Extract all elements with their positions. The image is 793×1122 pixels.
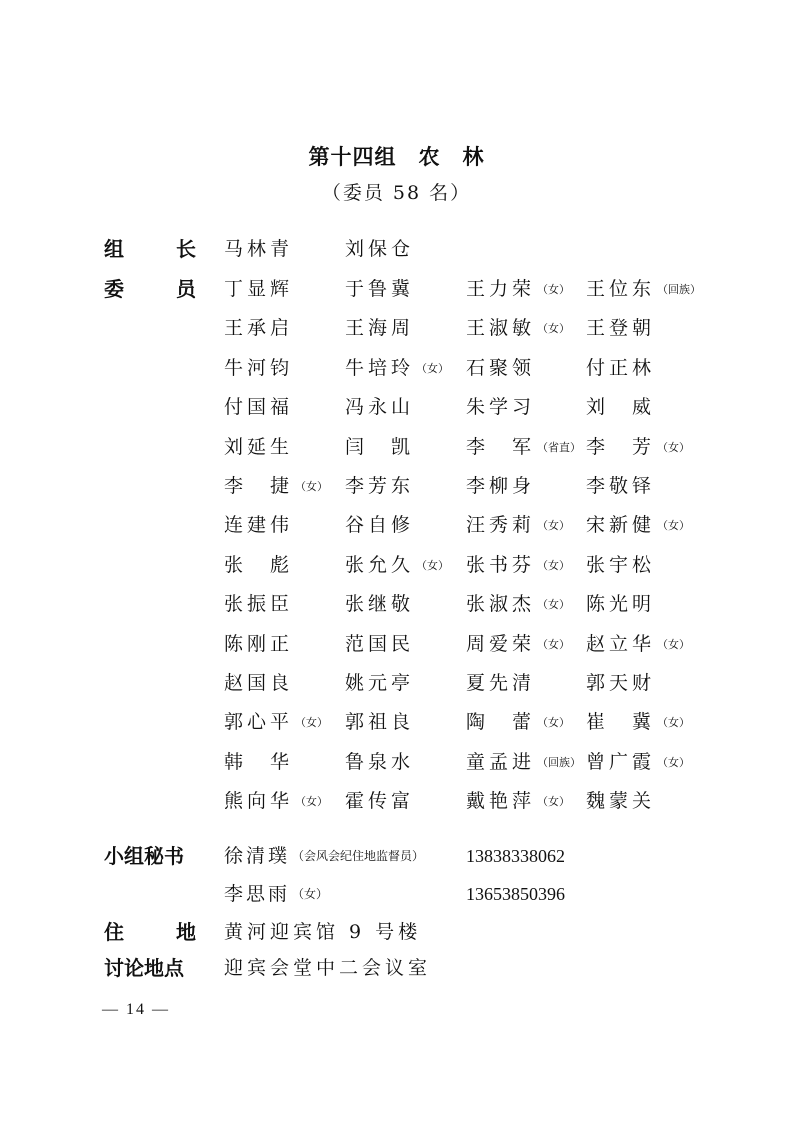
member-name — [586, 709, 690, 736]
member-name-text: 王力荣 — [466, 278, 536, 300]
member-name — [345, 631, 414, 657]
member-name — [345, 355, 449, 382]
member-name — [345, 394, 414, 420]
members-label — [104, 276, 196, 302]
member-name-text: 张宇松 — [586, 554, 656, 576]
member-name-text: 熊向华 — [224, 790, 294, 812]
member-name — [224, 749, 293, 775]
member-name — [466, 394, 535, 420]
member-name — [466, 434, 581, 461]
member-name-text: 张允久 — [345, 554, 415, 576]
member-name-text: 石聚领 — [466, 357, 536, 379]
member-name — [466, 552, 570, 579]
members-label-char: 员 — [176, 277, 196, 301]
member-name — [224, 276, 293, 302]
member-name — [586, 355, 655, 381]
secretary-phone: 13838338062 — [466, 846, 565, 866]
member-name-text: 于鲁冀 — [345, 278, 415, 300]
member-name — [586, 749, 690, 776]
member-name — [224, 552, 293, 578]
section-title-sector: 农 林 — [418, 145, 485, 169]
member-name — [345, 276, 414, 302]
member-name — [466, 315, 570, 342]
member-name-text: 鲁泉水 — [345, 751, 415, 773]
member-note: （ 女 ） — [657, 519, 690, 532]
member-name-text: 李 芳 — [586, 436, 656, 458]
member-note: （ 女 ） — [537, 638, 570, 651]
member-name — [586, 591, 655, 617]
member-name — [586, 315, 655, 341]
member-note: （ 女 ） — [537, 519, 570, 532]
member-name-text: 宋新健 — [586, 514, 656, 536]
member-name-text: 赵国良 — [224, 672, 294, 694]
member-name — [224, 355, 293, 381]
secretary-note: （ 会风会纪住地监督员 ） — [292, 849, 424, 863]
member-name — [224, 394, 293, 420]
venue-label: 讨论地点 — [104, 956, 184, 980]
member-name — [224, 315, 293, 341]
member-name — [224, 631, 293, 657]
member-note: （ 女 ） — [537, 795, 570, 808]
secretary-name — [224, 881, 328, 907]
member-name — [345, 473, 414, 499]
member-name — [345, 512, 414, 538]
residence-label-char: 地 — [176, 920, 196, 944]
member-note: （ 女 ） — [537, 559, 570, 572]
member-name-text: 范国民 — [345, 633, 415, 655]
member-name-text: 张书芬 — [466, 554, 536, 576]
member-name-text: 戴艳萍 — [466, 790, 536, 812]
member-name — [586, 788, 655, 814]
member-name — [224, 788, 328, 815]
member-name-text: 张淑杰 — [466, 593, 536, 615]
member-name-text: 连建伟 — [224, 514, 294, 536]
member-name — [466, 788, 570, 815]
member-name-text: 周爱荣 — [466, 633, 536, 655]
member-name-text: 郭心平 — [224, 711, 294, 733]
leader-name: 刘保仓 — [345, 238, 415, 260]
member-note: （ 女 ） — [537, 598, 570, 611]
member-name — [224, 591, 293, 617]
member-name-text: 崔 冀 — [586, 711, 656, 733]
secretary-note: （ 女 ） — [292, 887, 328, 901]
venue-value: 迎宾会堂中二会议室 — [224, 957, 432, 979]
member-name-text: 张 彪 — [224, 554, 294, 576]
member-name-text: 王登朝 — [586, 317, 656, 339]
member-name-text: 谷自修 — [345, 514, 415, 536]
member-note: （ 女 ） — [657, 756, 690, 769]
page-number: — 14 — — [102, 1001, 170, 1018]
leaders-label — [104, 236, 196, 262]
member-name — [586, 631, 690, 658]
member-name — [224, 670, 293, 696]
member-name-text: 王淑敏 — [466, 317, 536, 339]
member-name — [466, 749, 581, 776]
member-name-text: 丁显辉 — [224, 278, 294, 300]
member-name-text: 郭天财 — [586, 672, 656, 694]
section-title-group: 第十四组 — [308, 145, 397, 169]
leaders-label-char: 组 — [104, 237, 124, 261]
member-name-text: 赵立华 — [586, 633, 656, 655]
member-name — [345, 670, 414, 696]
member-name-text: 王承启 — [224, 317, 294, 339]
member-note: （ 女 ） — [295, 480, 328, 493]
member-note: （ 女 ） — [537, 283, 570, 296]
member-name-text: 郭祖良 — [345, 711, 415, 733]
residence-label — [104, 919, 196, 945]
member-name-text: 王位东 — [586, 278, 656, 300]
member-name — [224, 512, 293, 538]
member-name-text: 陈刚正 — [224, 633, 294, 655]
member-name — [345, 315, 414, 341]
member-name-text: 陶 蕾 — [466, 711, 536, 733]
member-name-text: 曾广霞 — [586, 751, 656, 773]
secretaries-label: 小组秘书 — [104, 844, 184, 868]
member-name-text: 李芳东 — [345, 475, 415, 497]
member-note: （ 回族 ） — [537, 756, 581, 769]
member-note: （ 女 ） — [416, 362, 449, 375]
member-name — [466, 709, 570, 736]
leader-name: 马林青 — [224, 238, 294, 260]
member-name — [345, 591, 414, 617]
member-name — [586, 670, 655, 696]
member-note: （ 省直 ） — [537, 441, 581, 454]
member-count-subtitle: （委员 58 名） — [321, 182, 472, 204]
member-name-text: 付正林 — [586, 357, 656, 379]
secretary-name-text: 徐清璞 — [224, 845, 291, 867]
member-note: （ 回族 ） — [657, 283, 701, 296]
member-name — [466, 631, 570, 658]
member-name — [224, 473, 328, 500]
member-name-text: 韩 华 — [224, 751, 294, 773]
member-name — [345, 749, 414, 775]
member-name-text: 牛培玲 — [345, 357, 415, 379]
member-name-text: 夏先清 — [466, 672, 536, 694]
member-name — [466, 473, 535, 499]
member-name — [466, 670, 535, 696]
secretary-name-text: 李思雨 — [224, 883, 291, 905]
leaders-label-char: 长 — [176, 237, 196, 261]
member-name-text: 魏蒙关 — [586, 790, 656, 812]
member-note: （ 女 ） — [416, 559, 449, 572]
member-note: （ 女 ） — [537, 716, 570, 729]
member-name — [466, 355, 535, 381]
residence-label-char: 住 — [104, 920, 124, 944]
member-name-text: 付国福 — [224, 396, 294, 418]
member-note: （ 女 ） — [657, 716, 690, 729]
member-name-text: 李敬铎 — [586, 475, 656, 497]
member-name — [586, 276, 701, 303]
member-name-text: 李柳身 — [466, 475, 536, 497]
member-name-text: 闫 凯 — [345, 436, 415, 458]
member-note: （ 女 ） — [537, 322, 570, 335]
member-name-text: 童孟进 — [466, 751, 536, 773]
secretary-name — [224, 843, 424, 869]
member-name — [586, 512, 690, 539]
member-name — [586, 473, 655, 499]
member-name-text: 汪秀莉 — [466, 514, 536, 536]
member-name — [224, 434, 293, 460]
member-name — [345, 434, 414, 460]
member-name-text: 李 军 — [466, 436, 536, 458]
member-name-text: 李 捷 — [224, 475, 294, 497]
member-name-text: 霍传富 — [345, 790, 415, 812]
member-name-text: 陈光明 — [586, 593, 656, 615]
member-name-text: 张振臣 — [224, 593, 294, 615]
member-name — [586, 394, 655, 420]
member-name-text: 王海周 — [345, 317, 415, 339]
member-note: （ 女 ） — [657, 638, 690, 651]
member-name-text: 张继敬 — [345, 593, 415, 615]
member-name — [345, 709, 414, 735]
member-name — [224, 709, 328, 736]
member-name — [586, 552, 655, 578]
member-name — [466, 276, 570, 303]
member-name-text: 牛河钧 — [224, 357, 294, 379]
member-name-text: 刘延生 — [224, 436, 294, 458]
section-title — [0, 141, 793, 171]
member-name-text: 朱学习 — [466, 396, 536, 418]
member-name — [466, 512, 570, 539]
member-note: （ 女 ） — [295, 795, 328, 808]
member-name-text: 刘 威 — [586, 396, 656, 418]
member-name — [466, 591, 570, 618]
secretary-phone: 13653850396 — [466, 884, 565, 904]
member-note: （ 女 ） — [657, 441, 690, 454]
member-note: （ 女 ） — [295, 716, 328, 729]
member-name — [345, 552, 449, 579]
member-name — [345, 788, 414, 814]
members-label-char: 委 — [104, 277, 124, 301]
member-name-text: 姚元亭 — [345, 672, 415, 694]
member-name-text: 冯永山 — [345, 396, 415, 418]
residence-value: 黄河迎宾馆 9 号楼 — [224, 921, 422, 943]
member-name — [586, 434, 690, 461]
